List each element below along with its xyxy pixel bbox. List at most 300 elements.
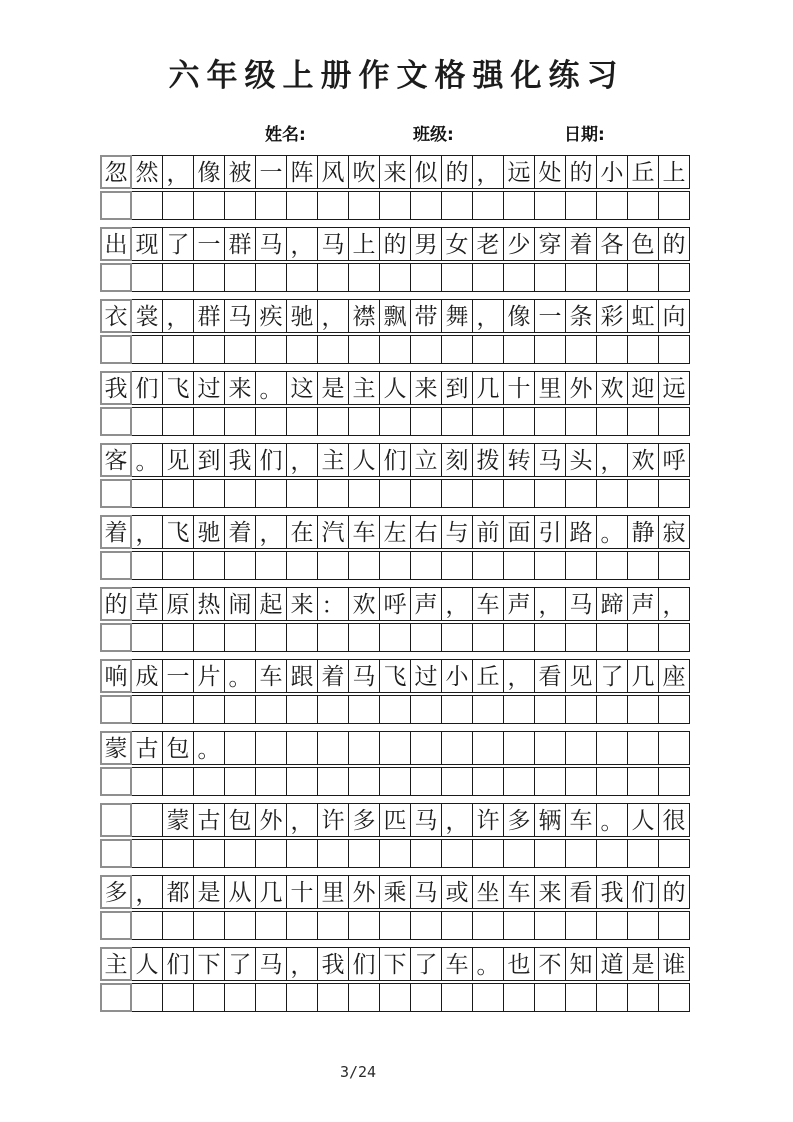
grid-cell bbox=[596, 695, 628, 724]
grid-cell bbox=[627, 767, 659, 796]
writing-row bbox=[100, 299, 690, 333]
grid-cell: 一 bbox=[534, 299, 566, 333]
grid-cell bbox=[503, 407, 535, 436]
grid-cell: 的 bbox=[441, 155, 473, 189]
grid-cell bbox=[410, 335, 442, 364]
grid-cell bbox=[410, 731, 442, 765]
grid-cell: 飞 bbox=[379, 659, 411, 693]
grid-cell bbox=[348, 407, 380, 436]
grid-cell: 过 bbox=[410, 659, 442, 693]
writing-row bbox=[100, 227, 690, 261]
grid-cell bbox=[379, 551, 411, 580]
grid-cell: 虹 bbox=[627, 299, 659, 333]
grid-cell bbox=[503, 731, 535, 765]
grid-cell bbox=[472, 911, 504, 940]
writing-row bbox=[100, 587, 690, 621]
grid-line-group bbox=[100, 587, 692, 652]
grid-cell bbox=[534, 731, 566, 765]
grid-cell: 包 bbox=[224, 803, 256, 837]
grid-cell: 飞 bbox=[162, 371, 194, 405]
grid-cell: 不 bbox=[534, 947, 566, 981]
grid-cell: 衣 bbox=[100, 299, 132, 333]
grid-cell: 左 bbox=[379, 515, 411, 549]
grid-cell bbox=[627, 263, 659, 292]
grid-cell: 色 bbox=[627, 227, 659, 261]
grid-cell bbox=[162, 911, 194, 940]
grid-cell bbox=[596, 407, 628, 436]
grid-cell bbox=[100, 335, 132, 364]
grid-cell bbox=[224, 731, 256, 765]
grid-cell: 我 bbox=[224, 443, 256, 477]
grid-cell: 前 bbox=[472, 515, 504, 549]
writing-row bbox=[100, 371, 690, 405]
grid-cell bbox=[224, 551, 256, 580]
grid-cell bbox=[565, 983, 597, 1012]
grid-cell: 与 bbox=[441, 515, 473, 549]
grid-cell: 男 bbox=[410, 227, 442, 261]
grid-cell: 。 bbox=[193, 731, 225, 765]
grid-cell bbox=[596, 335, 628, 364]
grid-cell: 来 bbox=[224, 371, 256, 405]
grid-cell bbox=[286, 407, 318, 436]
grid-cell bbox=[410, 263, 442, 292]
grid-cell: 着 bbox=[317, 659, 349, 693]
grid-cell: 几 bbox=[627, 659, 659, 693]
grid-cell bbox=[317, 263, 349, 292]
grid-cell: 十 bbox=[286, 875, 318, 909]
grid-cell: 古 bbox=[131, 731, 163, 765]
grid-cell bbox=[193, 551, 225, 580]
grid-cell: 声 bbox=[503, 587, 535, 621]
grid-cell bbox=[348, 839, 380, 868]
grid-line-group bbox=[100, 371, 692, 436]
grid-cell: 一 bbox=[162, 659, 194, 693]
grid-cell: 来 bbox=[286, 587, 318, 621]
grid-line-group bbox=[100, 947, 692, 1012]
grid-cell: 远 bbox=[658, 371, 690, 405]
grid-cell bbox=[565, 335, 597, 364]
grid-cell: 各 bbox=[596, 227, 628, 261]
grid-cell: 被 bbox=[224, 155, 256, 189]
grid-cell: 主 bbox=[100, 947, 132, 981]
spacing-row bbox=[100, 911, 690, 940]
grid-cell bbox=[441, 839, 473, 868]
spacing-row bbox=[100, 335, 690, 364]
spacing-row bbox=[100, 263, 690, 292]
grid-cell: ： bbox=[317, 587, 349, 621]
grid-cell bbox=[193, 767, 225, 796]
grid-cell bbox=[255, 983, 287, 1012]
grid-cell bbox=[565, 731, 597, 765]
grid-cell: 我 bbox=[596, 875, 628, 909]
writing-row bbox=[100, 155, 690, 189]
grid-cell: 看 bbox=[565, 875, 597, 909]
spacing-row bbox=[100, 191, 690, 220]
grid-cell bbox=[317, 695, 349, 724]
name-label: 姓名: bbox=[265, 125, 306, 145]
grid-cell: 群 bbox=[193, 299, 225, 333]
grid-cell: 包 bbox=[162, 731, 194, 765]
grid-cell bbox=[131, 623, 163, 652]
grid-cell bbox=[255, 479, 287, 508]
grid-cell bbox=[627, 839, 659, 868]
grid-cell: 来 bbox=[379, 155, 411, 189]
grid-cell: 在 bbox=[286, 515, 318, 549]
grid-cell bbox=[162, 191, 194, 220]
grid-cell: 着 bbox=[100, 515, 132, 549]
grid-cell bbox=[596, 983, 628, 1012]
grid-cell: 热 bbox=[193, 587, 225, 621]
writing-row bbox=[100, 947, 690, 981]
grid-cell bbox=[193, 263, 225, 292]
grid-cell: 的 bbox=[100, 587, 132, 621]
grid-cell bbox=[410, 839, 442, 868]
grid-cell bbox=[596, 551, 628, 580]
grid-cell bbox=[658, 695, 690, 724]
grid-cell: 下 bbox=[193, 947, 225, 981]
grid-cell bbox=[286, 767, 318, 796]
grid-cell bbox=[658, 731, 690, 765]
grid-cell bbox=[503, 263, 535, 292]
grid-cell: 忽 bbox=[100, 155, 132, 189]
grid-cell: 飞 bbox=[162, 515, 194, 549]
spacing-row bbox=[100, 767, 690, 796]
grid-cell bbox=[286, 911, 318, 940]
spacing-row bbox=[100, 551, 690, 580]
grid-cell: 们 bbox=[255, 443, 287, 477]
grid-cell bbox=[534, 263, 566, 292]
grid-cell bbox=[131, 191, 163, 220]
grid-cell bbox=[379, 407, 411, 436]
grid-cell bbox=[565, 695, 597, 724]
grid-cell: 主 bbox=[317, 443, 349, 477]
grid-cell: 吹 bbox=[348, 155, 380, 189]
grid-cell bbox=[224, 407, 256, 436]
grid-cell: 是 bbox=[193, 875, 225, 909]
grid-cell: 汽 bbox=[317, 515, 349, 549]
grid-cell: 然 bbox=[131, 155, 163, 189]
grid-cell bbox=[193, 479, 225, 508]
grid-cell: 马 bbox=[255, 947, 287, 981]
grid-cell bbox=[441, 983, 473, 1012]
grid-line-group bbox=[100, 731, 692, 796]
grid-cell: 驰 bbox=[286, 299, 318, 333]
grid-cell: 头 bbox=[565, 443, 597, 477]
grid-cell bbox=[658, 839, 690, 868]
grid-line-group bbox=[100, 515, 692, 580]
grid-cell bbox=[255, 551, 287, 580]
grid-cell: 阵 bbox=[286, 155, 318, 189]
grid-cell bbox=[131, 803, 163, 837]
grid-cell bbox=[100, 551, 132, 580]
grid-cell: 的 bbox=[658, 875, 690, 909]
grid-cell bbox=[162, 695, 194, 724]
grid-cell bbox=[596, 479, 628, 508]
grid-cell: 见 bbox=[162, 443, 194, 477]
grid-cell: 或 bbox=[441, 875, 473, 909]
grid-cell bbox=[286, 191, 318, 220]
grid-line-group bbox=[100, 227, 692, 292]
grid-cell: 带 bbox=[410, 299, 442, 333]
grid-cell bbox=[627, 407, 659, 436]
grid-cell bbox=[534, 911, 566, 940]
grid-cell bbox=[286, 263, 318, 292]
grid-cell: 了 bbox=[224, 947, 256, 981]
grid-cell bbox=[193, 623, 225, 652]
grid-cell: 彩 bbox=[596, 299, 628, 333]
grid-cell bbox=[162, 335, 194, 364]
grid-cell: 着 bbox=[565, 227, 597, 261]
grid-cell bbox=[565, 479, 597, 508]
grid-line-group bbox=[100, 155, 692, 220]
grid-cell bbox=[255, 695, 287, 724]
grid-cell: 谁 bbox=[658, 947, 690, 981]
grid-cell: ， bbox=[286, 803, 318, 837]
grid-cell bbox=[131, 551, 163, 580]
grid-cell bbox=[224, 695, 256, 724]
grid-line-group bbox=[100, 803, 692, 868]
grid-line-group bbox=[100, 443, 692, 508]
grid-cell: 像 bbox=[193, 155, 225, 189]
grid-cell bbox=[596, 623, 628, 652]
grid-cell: 车 bbox=[472, 587, 504, 621]
grid-cell bbox=[100, 839, 132, 868]
grid-cell: 条 bbox=[565, 299, 597, 333]
grid-cell bbox=[162, 479, 194, 508]
grid-cell: 来 bbox=[410, 371, 442, 405]
grid-cell bbox=[565, 551, 597, 580]
date-label: 日期: bbox=[564, 125, 605, 145]
grid-cell: 立 bbox=[410, 443, 442, 477]
grid-cell bbox=[162, 623, 194, 652]
grid-cell bbox=[255, 731, 287, 765]
grid-cell bbox=[286, 551, 318, 580]
grid-cell bbox=[472, 839, 504, 868]
grid-cell: 了 bbox=[596, 659, 628, 693]
grid-cell bbox=[379, 335, 411, 364]
grid-cell bbox=[627, 623, 659, 652]
grid-cell bbox=[255, 623, 287, 652]
grid-cell: 响 bbox=[100, 659, 132, 693]
grid-cell bbox=[503, 551, 535, 580]
grid-cell: 出 bbox=[100, 227, 132, 261]
grid-cell: 人 bbox=[131, 947, 163, 981]
grid-cell bbox=[348, 623, 380, 652]
grid-cell bbox=[472, 623, 504, 652]
writing-row bbox=[100, 515, 690, 549]
grid-line-group bbox=[100, 299, 692, 364]
grid-cell: 驰 bbox=[193, 515, 225, 549]
grid-cell: 。 bbox=[255, 371, 287, 405]
grid-cell: 外 bbox=[348, 875, 380, 909]
spacing-row bbox=[100, 695, 690, 724]
grid-cell bbox=[441, 407, 473, 436]
grid-cell bbox=[503, 695, 535, 724]
grid-cell: 。 bbox=[596, 803, 628, 837]
grid-cell: 老 bbox=[472, 227, 504, 261]
grid-cell bbox=[534, 695, 566, 724]
grid-cell: 马 bbox=[534, 443, 566, 477]
grid-cell: 丘 bbox=[472, 659, 504, 693]
grid-cell bbox=[255, 335, 287, 364]
grid-cell bbox=[224, 911, 256, 940]
grid-cell: 静 bbox=[627, 515, 659, 549]
grid-cell bbox=[379, 731, 411, 765]
grid-cell: 们 bbox=[627, 875, 659, 909]
grid-cell bbox=[193, 911, 225, 940]
grid-cell bbox=[100, 695, 132, 724]
grid-cell: 穿 bbox=[534, 227, 566, 261]
grid-cell: 女 bbox=[441, 227, 473, 261]
grid-cell bbox=[348, 335, 380, 364]
grid-cell bbox=[193, 335, 225, 364]
grid-cell bbox=[317, 911, 349, 940]
grid-cell: 车 bbox=[503, 875, 535, 909]
grid-cell bbox=[255, 839, 287, 868]
grid-cell: 欢 bbox=[596, 371, 628, 405]
grid-cell: 人 bbox=[627, 803, 659, 837]
grid-cell bbox=[224, 623, 256, 652]
composition-grid bbox=[100, 155, 692, 1019]
grid-cell bbox=[100, 983, 132, 1012]
grid-cell: ， bbox=[255, 515, 287, 549]
grid-cell: 上 bbox=[658, 155, 690, 189]
grid-cell bbox=[410, 191, 442, 220]
grid-cell bbox=[658, 191, 690, 220]
grid-cell: 了 bbox=[410, 947, 442, 981]
grid-cell: ， bbox=[162, 155, 194, 189]
grid-cell: 道 bbox=[596, 947, 628, 981]
grid-cell bbox=[348, 551, 380, 580]
grid-cell bbox=[317, 623, 349, 652]
grid-cell: 襟 bbox=[348, 299, 380, 333]
grid-cell bbox=[658, 263, 690, 292]
grid-cell bbox=[472, 479, 504, 508]
grid-cell bbox=[627, 695, 659, 724]
grid-cell: 许 bbox=[317, 803, 349, 837]
grid-cell bbox=[131, 911, 163, 940]
grid-cell bbox=[100, 263, 132, 292]
grid-cell: 古 bbox=[193, 803, 225, 837]
grid-cell bbox=[131, 695, 163, 724]
grid-cell: 向 bbox=[658, 299, 690, 333]
grid-cell: 外 bbox=[255, 803, 287, 837]
grid-cell bbox=[286, 479, 318, 508]
grid-cell: 蒙 bbox=[100, 731, 132, 765]
grid-cell bbox=[410, 695, 442, 724]
grid-line-group bbox=[100, 875, 692, 940]
grid-cell bbox=[379, 623, 411, 652]
grid-cell: ， bbox=[131, 515, 163, 549]
grid-cell bbox=[503, 335, 535, 364]
grid-cell: 多 bbox=[503, 803, 535, 837]
spacing-row bbox=[100, 983, 690, 1012]
grid-cell: 。 bbox=[596, 515, 628, 549]
grid-cell: 马 bbox=[348, 659, 380, 693]
grid-cell: ， bbox=[534, 587, 566, 621]
grid-cell bbox=[658, 983, 690, 1012]
grid-cell: ， bbox=[472, 155, 504, 189]
writing-row bbox=[100, 659, 690, 693]
grid-cell bbox=[255, 263, 287, 292]
grid-cell bbox=[348, 731, 380, 765]
grid-cell bbox=[100, 767, 132, 796]
grid-cell: 。 bbox=[472, 947, 504, 981]
grid-cell bbox=[348, 695, 380, 724]
grid-cell: 群 bbox=[224, 227, 256, 261]
grid-cell: 了 bbox=[162, 227, 194, 261]
grid-cell bbox=[627, 191, 659, 220]
grid-cell: 欢 bbox=[348, 587, 380, 621]
grid-cell: 远 bbox=[503, 155, 535, 189]
grid-cell bbox=[317, 551, 349, 580]
grid-cell bbox=[162, 407, 194, 436]
grid-cell bbox=[596, 263, 628, 292]
grid-cell bbox=[534, 479, 566, 508]
grid-cell: 声 bbox=[627, 587, 659, 621]
grid-cell bbox=[379, 911, 411, 940]
grid-cell bbox=[658, 335, 690, 364]
grid-cell: 引 bbox=[534, 515, 566, 549]
grid-cell: ， bbox=[658, 587, 690, 621]
grid-cell bbox=[627, 551, 659, 580]
grid-cell bbox=[534, 839, 566, 868]
grid-cell bbox=[658, 407, 690, 436]
grid-cell bbox=[162, 983, 194, 1012]
grid-cell: 这 bbox=[286, 371, 318, 405]
grid-cell: 见 bbox=[565, 659, 597, 693]
grid-cell: ， bbox=[596, 443, 628, 477]
grid-cell: 声 bbox=[410, 587, 442, 621]
grid-cell bbox=[472, 551, 504, 580]
grid-cell bbox=[131, 263, 163, 292]
grid-cell bbox=[379, 479, 411, 508]
grid-cell: 处 bbox=[534, 155, 566, 189]
grid-cell bbox=[472, 983, 504, 1012]
grid-cell bbox=[534, 191, 566, 220]
grid-cell bbox=[100, 623, 132, 652]
grid-cell: ， bbox=[441, 587, 473, 621]
grid-cell: 到 bbox=[441, 371, 473, 405]
grid-cell: 坐 bbox=[472, 875, 504, 909]
grid-cell bbox=[100, 407, 132, 436]
grid-cell: 几 bbox=[255, 875, 287, 909]
grid-cell bbox=[162, 839, 194, 868]
grid-cell: 迎 bbox=[627, 371, 659, 405]
grid-cell bbox=[441, 191, 473, 220]
grid-cell: 跟 bbox=[286, 659, 318, 693]
grid-cell: 人 bbox=[379, 371, 411, 405]
grid-cell bbox=[565, 407, 597, 436]
grid-cell: 闹 bbox=[224, 587, 256, 621]
writing-row bbox=[100, 731, 690, 765]
grid-cell bbox=[534, 983, 566, 1012]
grid-cell: 知 bbox=[565, 947, 597, 981]
grid-cell bbox=[286, 983, 318, 1012]
grid-cell bbox=[596, 767, 628, 796]
grid-cell bbox=[658, 551, 690, 580]
grid-cell bbox=[565, 839, 597, 868]
grid-cell: ， bbox=[131, 875, 163, 909]
grid-cell: 我 bbox=[100, 371, 132, 405]
page-title: 六年级上册作文格强化练习 bbox=[168, 58, 625, 93]
grid-cell: ， bbox=[503, 659, 535, 693]
grid-cell bbox=[441, 335, 473, 364]
grid-cell bbox=[193, 191, 225, 220]
grid-cell: 刻 bbox=[441, 443, 473, 477]
grid-cell bbox=[596, 911, 628, 940]
grid-cell: 马 bbox=[410, 875, 442, 909]
